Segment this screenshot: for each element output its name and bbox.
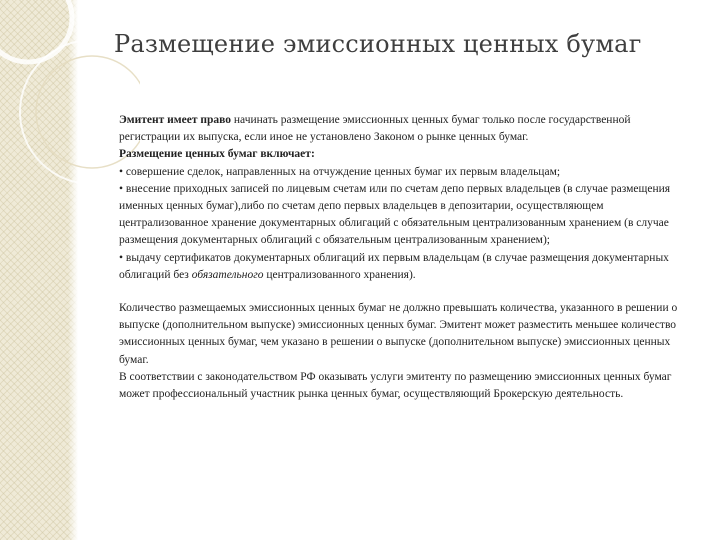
bullet-item: • совершение сделок, направленных на отчуждение ценных бумаг их первым владельцам; <box>119 165 561 178</box>
paragraph-issuer-right <box>119 112 691 146</box>
bullet-item: • выдачу сертификатов документарных облигаций их первым владельцам (в случае размещения документарных облигаций без обязательного централизованного хранения). <box>119 251 669 281</box>
paragraph-gap <box>119 284 691 300</box>
slide-body <box>119 112 691 403</box>
includes-heading: Размещение ценных бумаг включает: <box>119 148 315 161</box>
decorative-circle-top <box>0 0 72 62</box>
paragraph-quantity: Количество размещаемых эмиссионных ценных бумаг не должно превышать количества, указанного в решении о выпуске (дополнительном выпуске) эмиссионных ценных бумаг. Эмитент может разместить меньшее количество эмиссионных ценных бумаг, чем указано в решении о выпуске (дополнительном выпуске) эмиссионных ценных бумаг. <box>119 302 678 366</box>
slide-title: Размещение эмиссионных ценных бумаг <box>114 30 642 58</box>
issuer-right-text: начинать размещение эмиссионных ценных бумаг только после государственной регистрации их выпуска, если иное не установлено Законом о рынке ценных бумаг. <box>119 114 631 144</box>
bullet-item: • внесение приходных записей по лицевым счетам или по счетам депо первых владельцев (в случае размещения именных ценных бумаг),либо по счетам депо первых владельцев в депозитарии, осуществляющем централизованное хранение документарных облигаций с обязательным централизованным хранением (в случае размещения документарных облигаций с обязательным централизованным хранением); <box>119 182 671 247</box>
issuer-right-lead: Эмитент имеет право <box>119 114 232 126</box>
paragraph-broker: В соответствии с законодательством РФ оказывать услуги эмитенту по размещению эмиссионных ценных бумаг может профессиональный участник рынка ценных бумаг, осуществляющий Брокерскую деятельность. <box>119 370 672 401</box>
